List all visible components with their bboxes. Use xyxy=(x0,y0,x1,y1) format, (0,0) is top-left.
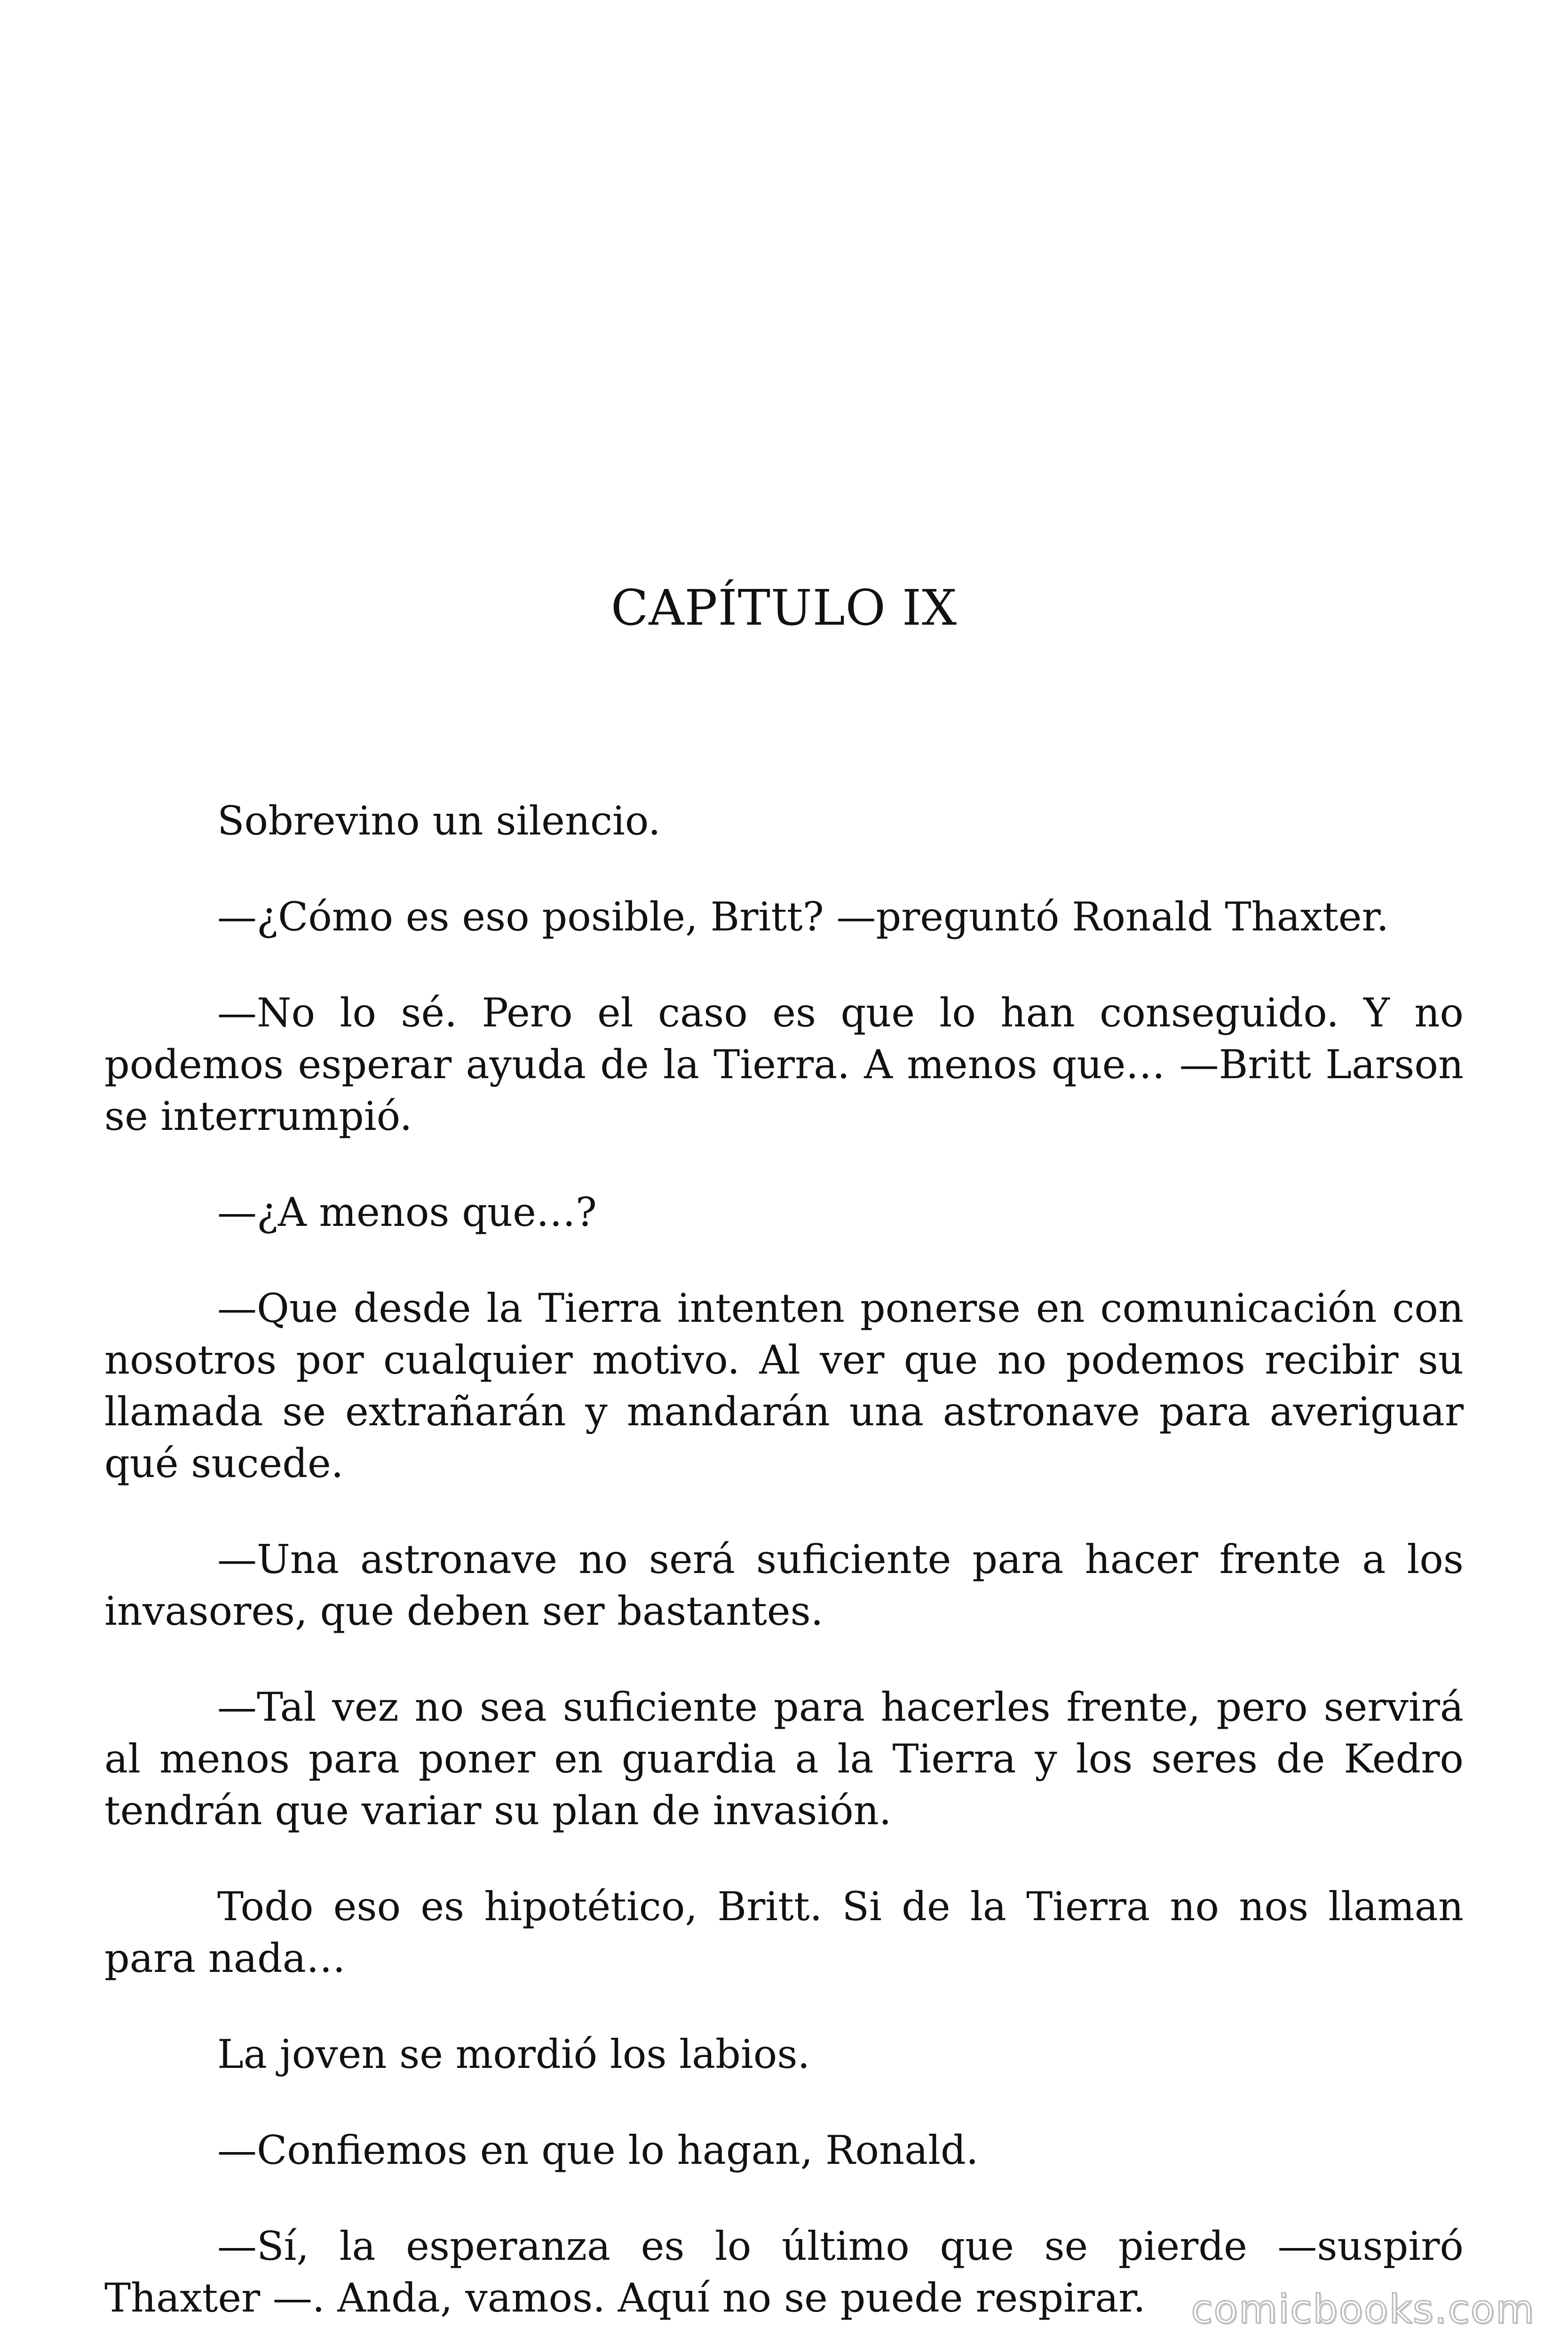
paragraph: —Sí, la esperanza es lo último que se pierde —suspiró Thaxter —. Anda, vamos. Aquí no se puede respirar. xyxy=(104,2223,1464,2321)
paragraph: Sobrevino un silencio. xyxy=(217,798,661,844)
watermark: comicbooks.com xyxy=(1191,2286,1535,2332)
paragraph: —Que desde la Tierra intenten ponerse en comunicación con nosotros por cualquier motivo. Al ver que no podemos recibir su llamada se extrañarán y mandarán una astronave para averiguar qué sucede. xyxy=(104,1285,1464,1486)
paragraph: —Confiemos en que lo hagan, Ronald. xyxy=(217,2127,979,2173)
chapter-body xyxy=(104,795,1464,2352)
paragraph: —Una astronave no será suficiente para hacer frente a los invasores, que deben ser bastantes. xyxy=(104,1536,1464,1634)
paragraph: —¿A menos que…? xyxy=(217,1189,597,1235)
paragraph: —¿Cómo es eso posible, Britt? —preguntó Ronald Thaxter. xyxy=(217,894,1389,940)
paragraph: —Tal vez no sea suficiente para hacerles frente, pero servirá al menos para poner en guardia a la Tierra y los seres de Kedro tendrán que variar su plan de invasión. xyxy=(104,1684,1464,1834)
paragraph: —No lo sé. Pero el caso es que lo han conseguido. Y no podemos esperar ayuda de la Tierra. A menos que… —Britt Larson se interrumpió. xyxy=(104,990,1464,1139)
paragraph: La joven se mordió los labios. xyxy=(217,2031,810,2077)
paragraph: Todo eso es hipotético, Britt. Si de la Tierra no nos llaman para nada… xyxy=(104,1883,1464,1981)
chapter-title: CAPÍTULO IX xyxy=(610,579,958,636)
